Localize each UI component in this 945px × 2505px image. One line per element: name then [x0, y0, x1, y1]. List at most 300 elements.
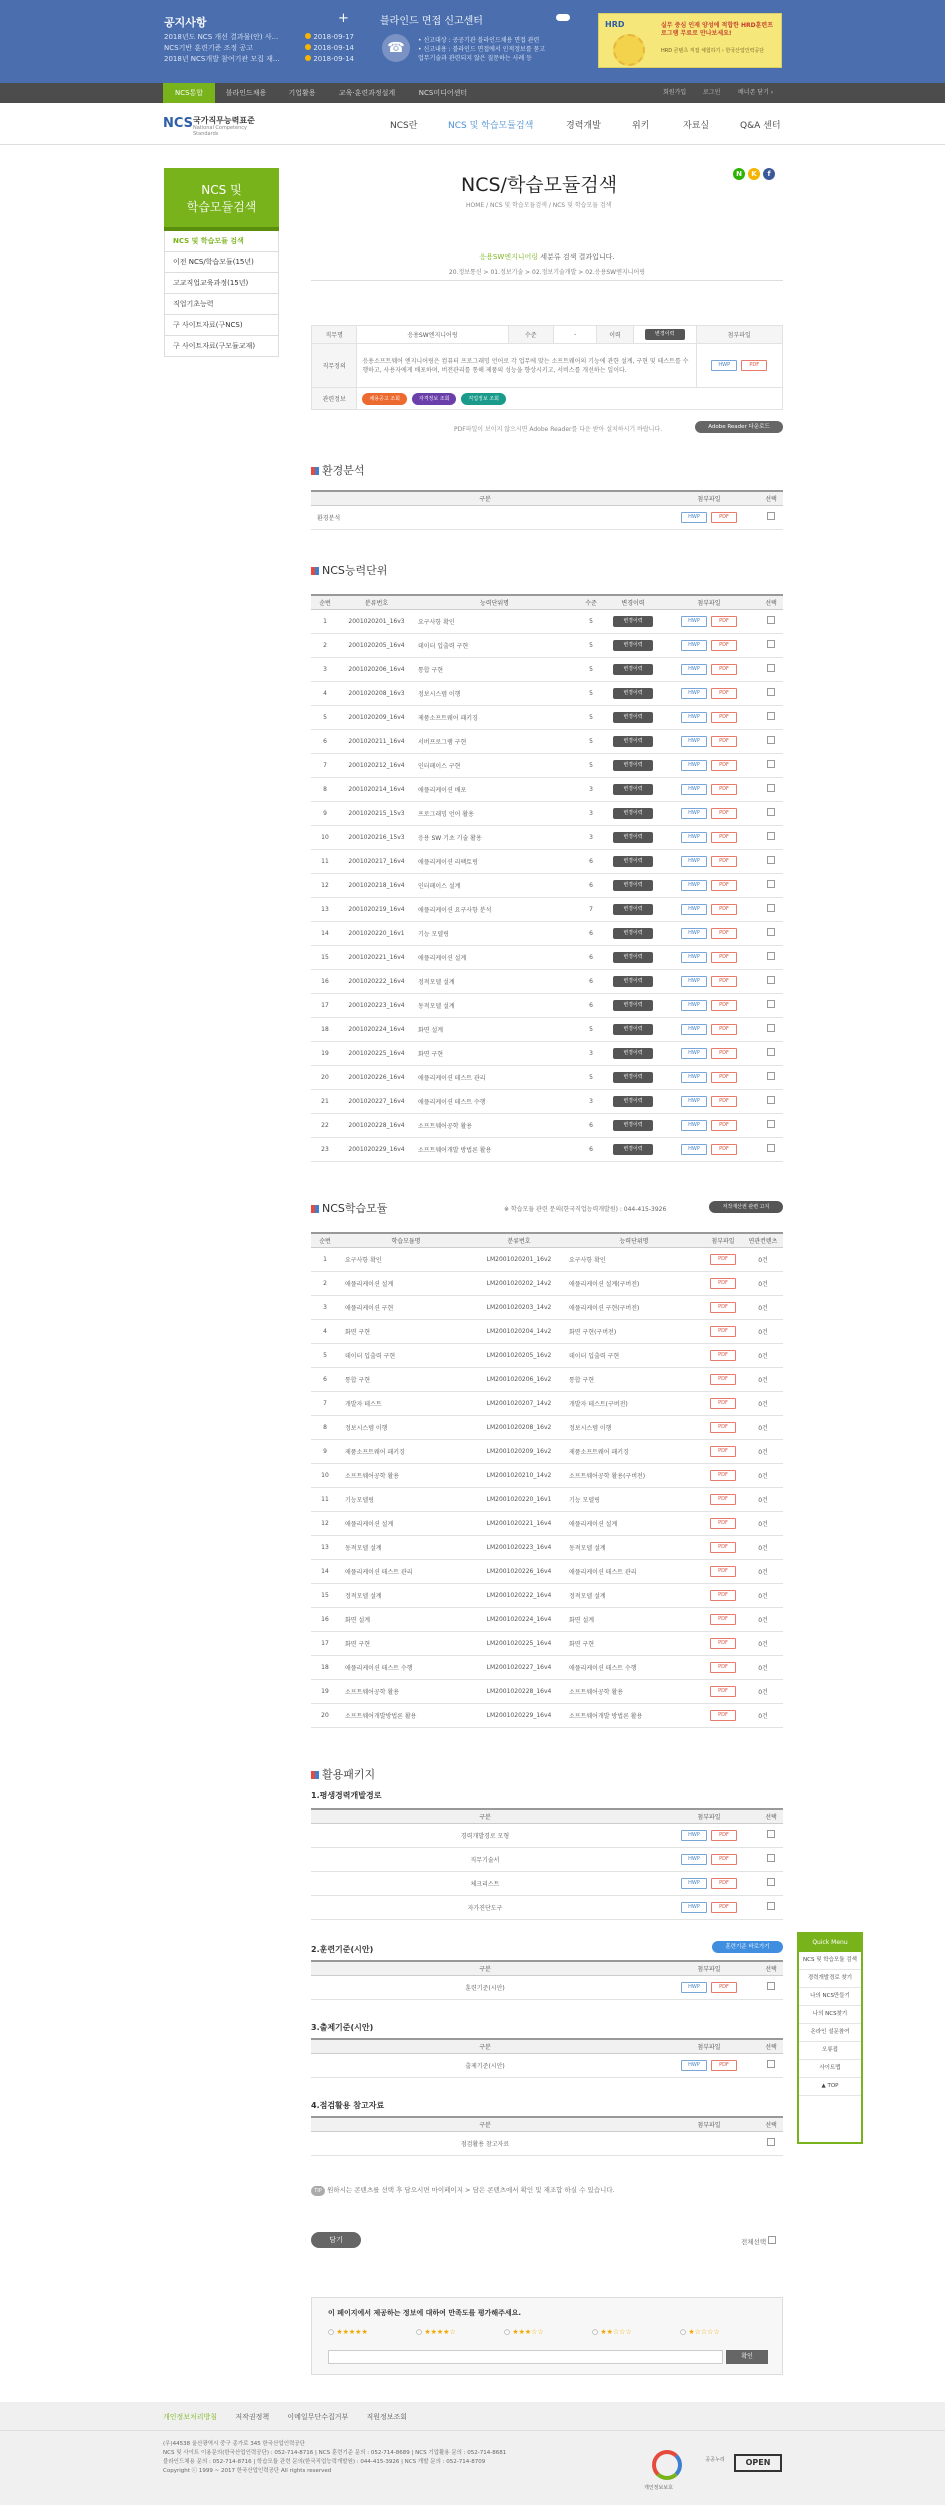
- unit-no: 12: [311, 873, 339, 897]
- pdf-button[interactable]: PDF: [710, 1374, 736, 1385]
- select-checkbox[interactable]: [767, 688, 775, 696]
- footer-link-copyright[interactable]: 저작권정책: [235, 2413, 270, 2421]
- module-related[interactable]: 0건: [743, 1679, 783, 1703]
- module-related[interactable]: 0건: [743, 1535, 783, 1559]
- radio-icon[interactable]: ○: [504, 2328, 513, 2336]
- modules-section-title: [311, 1200, 387, 1216]
- notice-item[interactable]: [164, 54, 354, 65]
- file-cell: [659, 969, 759, 993]
- select-checkbox[interactable]: [767, 2060, 775, 2068]
- unit-name[interactable]: 인터페이스 구현: [414, 753, 575, 777]
- unit-name[interactable]: 응용 SW 기초 기술 활용: [414, 825, 575, 849]
- hwp-button[interactable]: HWP: [681, 1830, 707, 1841]
- nav-qna[interactable]: Q&A 센터: [740, 121, 781, 131]
- hwp-button[interactable]: HWP: [681, 1982, 707, 1993]
- unit-level: 6: [575, 1137, 607, 1161]
- hwp-button[interactable]: HWP: [681, 1120, 707, 1131]
- unit-code: 2001020228_16v4: [339, 1113, 414, 1137]
- job-info-button[interactable]: 직업정보 조회: [461, 393, 506, 405]
- hwp-button[interactable]: HWP: [681, 880, 707, 891]
- history-button[interactable]: 변경이력: [613, 856, 653, 867]
- hwp-button[interactable]: HWP: [681, 856, 707, 867]
- module-name[interactable]: 애플리케이션 설계: [339, 1511, 473, 1535]
- select-checkbox[interactable]: [767, 1000, 775, 1008]
- pdf-button[interactable]: PDF: [711, 1878, 737, 1889]
- quick-menu-item[interactable]: 오류접: [799, 2042, 861, 2060]
- survey-comment-input[interactable]: [328, 2350, 723, 2364]
- quick-menu-item[interactable]: NCS 및 학습모듈 검색: [799, 1952, 861, 1970]
- hwp-button[interactable]: HWP: [681, 712, 707, 723]
- hwp-button[interactable]: HWP: [681, 1878, 707, 1889]
- pdf-button[interactable]: PDF: [711, 1144, 737, 1155]
- module-name[interactable]: 소프트웨어개발방법론 활용: [339, 1703, 473, 1727]
- modules-contact: ※ 학습모듈 관련 문의(한국직업능력개발원) : 044-415-3926: [504, 1206, 667, 1213]
- history-button[interactable]: 변경이력: [613, 880, 653, 891]
- module-unit-name: 통합 구현: [565, 1367, 703, 1391]
- survey-option[interactable]: [592, 2328, 680, 2336]
- pdf-button[interactable]: PDF: [711, 976, 737, 987]
- pdf-button[interactable]: PDF: [711, 688, 737, 699]
- unit-name[interactable]: 요구사항 확인: [414, 609, 575, 633]
- radio-icon[interactable]: ○: [592, 2328, 601, 2336]
- pdf-button[interactable]: PDF: [711, 664, 737, 675]
- pdf-button[interactable]: PDF: [711, 1902, 737, 1913]
- module-related[interactable]: 0건: [743, 1247, 783, 1271]
- footer-link-staff[interactable]: 직원정보조회: [366, 2413, 408, 2421]
- module-name[interactable]: 화면 구현: [339, 1319, 473, 1343]
- hwp-button[interactable]: HWP: [681, 1902, 707, 1913]
- unit-name[interactable]: 애플리케이션 요구사항 분석: [414, 897, 575, 921]
- pdf-button[interactable]: PDF: [710, 1350, 736, 1361]
- select-checkbox[interactable]: [767, 640, 775, 648]
- pdf-button[interactable]: PDF: [710, 1614, 736, 1625]
- unit-name[interactable]: 정적모델 설계: [414, 969, 575, 993]
- select-checkbox[interactable]: [767, 712, 775, 720]
- table-row: [311, 1895, 783, 1919]
- hwp-button[interactable]: HWP: [681, 616, 707, 627]
- naver-share-icon[interactable]: N: [733, 168, 745, 180]
- site-logo[interactable]: [163, 113, 273, 135]
- put-button[interactable]: 담기: [311, 2232, 361, 2248]
- nav-career[interactable]: 경력개발: [566, 121, 601, 131]
- hwp-button[interactable]: HWP: [681, 1024, 707, 1035]
- star-rating: ★★★★☆: [424, 2328, 456, 2336]
- pdf-button[interactable]: PDF: [711, 1000, 737, 1011]
- job-info-table: [311, 325, 783, 410]
- banner-close-link[interactable]: 배너존 닫기 ›: [738, 89, 774, 96]
- pdf-button[interactable]: PDF: [711, 808, 737, 819]
- quick-menu-item[interactable]: 나의 NCS찾기: [799, 2006, 861, 2024]
- hwp-button[interactable]: HWP: [681, 1072, 707, 1083]
- module-related[interactable]: 0건: [743, 1583, 783, 1607]
- hwp-button[interactable]: HWP: [681, 976, 707, 987]
- left-sidebar: [164, 168, 279, 357]
- gnb-tab-company[interactable]: 기업활용: [288, 89, 316, 97]
- select-checkbox[interactable]: [767, 1830, 775, 1838]
- select-checkbox[interactable]: [767, 1072, 775, 1080]
- star-rating: ★★★☆☆: [512, 2328, 544, 2336]
- pdf-button[interactable]: PDF: [710, 1638, 736, 1649]
- module-related[interactable]: 0건: [743, 1559, 783, 1583]
- pdf-button[interactable]: PDF: [741, 360, 767, 371]
- file-cell: [703, 1535, 743, 1559]
- history-button[interactable]: 변경이력: [613, 1024, 653, 1035]
- history-button[interactable]: 변경이력: [613, 808, 653, 819]
- history-button[interactable]: 변경이력: [613, 664, 653, 675]
- nav-ncs-search[interactable]: NCS 및 학습모듈검색: [448, 121, 534, 131]
- select-checkbox[interactable]: [767, 904, 775, 912]
- nav-library[interactable]: 자료실: [683, 121, 710, 131]
- select-checkbox[interactable]: [767, 1902, 775, 1910]
- unit-name[interactable]: 소프트웨어개발 방법론 활용: [414, 1137, 575, 1161]
- gnb-tab-training[interactable]: 교육·훈련과정설계: [338, 89, 396, 97]
- module-related[interactable]: 0건: [743, 1391, 783, 1415]
- signup-link[interactable]: 회원가입: [663, 89, 687, 96]
- copyright-notice-button[interactable]: 저작재산권 관련 고지: [709, 1201, 783, 1213]
- unit-name[interactable]: 애플리케이션 리팩토링: [414, 849, 575, 873]
- select-checkbox[interactable]: [767, 1096, 775, 1104]
- pdf-button[interactable]: PDF: [711, 784, 737, 795]
- result-keyword: 응용SW엔지니어링: [479, 253, 539, 261]
- facebook-share-icon[interactable]: f: [763, 168, 775, 180]
- gnb-tab-media[interactable]: NCS미디어센터: [418, 89, 468, 97]
- module-name[interactable]: 애플리케이션 구현: [339, 1295, 473, 1319]
- pdf-button[interactable]: PDF: [711, 1854, 737, 1865]
- select-checkbox[interactable]: [767, 760, 775, 768]
- radio-icon[interactable]: ○: [328, 2328, 337, 2336]
- sidebar-item[interactable]: NCS 및 학습모듈 검색: [164, 231, 279, 252]
- select-all-checkbox[interactable]: [768, 2236, 776, 2244]
- history-button[interactable]: 변경이력: [613, 1144, 653, 1155]
- module-related[interactable]: 0건: [743, 1295, 783, 1319]
- select-checkbox[interactable]: [767, 928, 775, 936]
- pdf-button[interactable]: PDF: [711, 928, 737, 939]
- history-button[interactable]: 변경이력: [613, 736, 653, 747]
- hrd-banner[interactable]: [598, 13, 782, 68]
- history-button[interactable]: 변경이력: [613, 1048, 653, 1059]
- pdf-button[interactable]: PDF: [711, 1096, 737, 1107]
- module-name[interactable]: 애플리케이션 테스트 관리: [339, 1559, 473, 1583]
- module-name[interactable]: 요구사항 확인: [339, 1247, 473, 1271]
- select-checkbox[interactable]: [767, 512, 775, 520]
- survey-option[interactable]: [504, 2328, 592, 2336]
- pdf-button[interactable]: PDF: [711, 616, 737, 627]
- module-name[interactable]: 화면 구현: [339, 1631, 473, 1655]
- hwp-button[interactable]: HWP: [681, 640, 707, 651]
- module-related[interactable]: 0건: [743, 1343, 783, 1367]
- select-checkbox[interactable]: [767, 784, 775, 792]
- module-name[interactable]: 소프트웨어공학 활용: [339, 1679, 473, 1703]
- hwp-button[interactable]: HWP: [681, 1144, 707, 1155]
- history-button[interactable]: 변경이력: [613, 928, 653, 939]
- history-button[interactable]: 변경이력: [613, 904, 653, 915]
- select-checkbox[interactable]: [767, 1024, 775, 1032]
- select-checkbox[interactable]: [767, 832, 775, 840]
- pdf-button[interactable]: PDF: [711, 2060, 737, 2071]
- pdf-button[interactable]: PDF: [710, 1326, 736, 1337]
- module-name[interactable]: 애플리케이션 테스트 수행: [339, 1655, 473, 1679]
- unit-name[interactable]: 프로그래밍 언어 활용: [414, 801, 575, 825]
- pdf-button[interactable]: PDF: [711, 1024, 737, 1035]
- job-posting-button[interactable]: 채용공고 조회: [362, 393, 407, 405]
- blind-lines: [418, 36, 568, 63]
- pdf-button[interactable]: PDF: [711, 1048, 737, 1059]
- gnb-tab-blind[interactable]: 블라인드채용: [225, 89, 267, 97]
- history-button[interactable]: 변경이력: [613, 640, 653, 651]
- unit-name[interactable]: 기능 모델링: [414, 921, 575, 945]
- unit-name[interactable]: 인터페이스 설계: [414, 873, 575, 897]
- hwp-button[interactable]: HWP: [681, 2060, 707, 2071]
- hwp-button[interactable]: HWP: [681, 1000, 707, 1011]
- pdf-button[interactable]: PDF: [710, 1566, 736, 1577]
- history-button[interactable]: 변경이력: [613, 976, 653, 987]
- blind-toggle[interactable]: [556, 14, 570, 21]
- hwp-button[interactable]: HWP: [681, 760, 707, 771]
- hwp-button[interactable]: HWP: [681, 664, 707, 675]
- history-button[interactable]: 변경이력: [645, 329, 685, 340]
- unit-name[interactable]: 데이터 입출력 구현: [414, 633, 575, 657]
- module-name[interactable]: 정적모델 설계: [339, 1583, 473, 1607]
- module-related[interactable]: 0건: [743, 1439, 783, 1463]
- select-checkbox[interactable]: [767, 880, 775, 888]
- unit-name[interactable]: 소프트웨어공학 활용: [414, 1113, 575, 1137]
- module-name[interactable]: 동적모델 설계: [339, 1535, 473, 1559]
- unit-name[interactable]: 동적모델 설계: [414, 993, 575, 1017]
- pdf-button[interactable]: PDF: [711, 1982, 737, 1993]
- radio-icon[interactable]: ○: [416, 2328, 425, 2336]
- module-related[interactable]: 0건: [743, 1463, 783, 1487]
- reader-download-button[interactable]: Adobe Reader 다운로드: [695, 421, 783, 433]
- pdf-button[interactable]: PDF: [710, 1398, 736, 1409]
- gnb-tab-ncs[interactable]: NCS통합: [163, 83, 215, 103]
- notice-item[interactable]: [164, 32, 354, 43]
- select-cell: [759, 1065, 783, 1089]
- pdf-button[interactable]: PDF: [710, 1302, 736, 1313]
- pdf-button[interactable]: PDF: [711, 952, 737, 963]
- col-level: 수준: [575, 595, 607, 609]
- hwp-button[interactable]: HWP: [681, 1096, 707, 1107]
- module-name[interactable]: 제품소프트웨어 패키징: [339, 1439, 473, 1463]
- pdf-button[interactable]: PDF: [710, 1710, 736, 1721]
- module-related[interactable]: 0건: [743, 1703, 783, 1727]
- history-cell: [607, 1113, 659, 1137]
- pdf-button[interactable]: PDF: [711, 512, 737, 523]
- pdf-button[interactable]: PDF: [711, 1120, 737, 1131]
- history-button[interactable]: 변경이력: [613, 616, 653, 627]
- module-related[interactable]: 0건: [743, 1367, 783, 1391]
- select-checkbox[interactable]: [767, 1878, 775, 1886]
- hwp-button[interactable]: HWP: [681, 1048, 707, 1059]
- survey-submit-button[interactable]: 확인: [726, 2350, 768, 2364]
- select-checkbox[interactable]: [767, 2138, 775, 2146]
- select-checkbox[interactable]: [767, 976, 775, 984]
- hwp-button[interactable]: HWP: [681, 784, 707, 795]
- nav-ncs-intro[interactable]: NCS란: [390, 121, 418, 131]
- history-button[interactable]: 변경이력: [613, 1000, 653, 1011]
- pdf-button[interactable]: PDF: [710, 1470, 736, 1481]
- pdf-button[interactable]: PDF: [710, 1686, 736, 1697]
- survey-option[interactable]: [328, 2328, 416, 2336]
- history-button[interactable]: 변경이력: [613, 712, 653, 723]
- select-checkbox[interactable]: [767, 1144, 775, 1152]
- module-name[interactable]: 통합 구현: [339, 1367, 473, 1391]
- module-name[interactable]: 소프트웨어공학 활용: [339, 1463, 473, 1487]
- col-file: 첨부파일: [703, 1233, 743, 1247]
- history-cell: [607, 729, 659, 753]
- module-related[interactable]: 0건: [743, 1487, 783, 1511]
- unit-name[interactable]: 화면 설계: [414, 1017, 575, 1041]
- pdf-button[interactable]: PDF: [710, 1494, 736, 1505]
- unit-name[interactable]: 애플리케이션 테스트 관리: [414, 1065, 575, 1089]
- quick-menu-item[interactable]: 사이트맵: [799, 2060, 861, 2078]
- module-related[interactable]: 0건: [743, 1415, 783, 1439]
- select-checkbox[interactable]: [767, 808, 775, 816]
- package-sub3: 3.출제기준(시안): [311, 2023, 374, 2032]
- login-link[interactable]: 로그인: [703, 89, 721, 96]
- hwp-button[interactable]: HWP: [681, 928, 707, 939]
- pdf-button[interactable]: PDF: [710, 1422, 736, 1433]
- table-row: [311, 633, 783, 657]
- history-cell: [607, 801, 659, 825]
- footer-link-privacy[interactable]: 개인정보처리방침: [163, 2413, 218, 2421]
- pdf-button[interactable]: PDF: [710, 1254, 736, 1265]
- pdf-button[interactable]: PDF: [711, 1830, 737, 1841]
- module-related[interactable]: 0건: [743, 1511, 783, 1535]
- footer-link-email[interactable]: 이메일무단수집거부: [287, 2413, 349, 2421]
- select-cell: [759, 609, 783, 633]
- hwp-button[interactable]: HWP: [681, 832, 707, 843]
- unit-name[interactable]: 애플리케이션 설계: [414, 945, 575, 969]
- pdf-button[interactable]: PDF: [710, 1278, 736, 1289]
- sidebar-item[interactable]: 구 사이트자료(구NCS): [164, 315, 279, 336]
- label-related: 관련정보: [312, 388, 357, 410]
- hwp-button[interactable]: HWP: [681, 904, 707, 915]
- unit-name[interactable]: 화면 구현: [414, 1041, 575, 1065]
- hwp-button[interactable]: HWP: [681, 808, 707, 819]
- unit-no: 11: [311, 849, 339, 873]
- sidebar-item[interactable]: 직업기초능력: [164, 294, 279, 315]
- unit-name[interactable]: 애플리케이션 배포: [414, 777, 575, 801]
- survey-option[interactable]: [416, 2328, 504, 2336]
- history-button[interactable]: 변경이력: [613, 1096, 653, 1107]
- select-checkbox[interactable]: [767, 952, 775, 960]
- quick-menu-item[interactable]: ▲ TOP: [799, 2078, 861, 2096]
- sidebar-item[interactable]: 이전 NCS/학습모듈(15년): [164, 252, 279, 273]
- pdf-button[interactable]: PDF: [711, 760, 737, 771]
- module-no: 3: [311, 1295, 339, 1319]
- select-checkbox[interactable]: [767, 1048, 775, 1056]
- nav-wiki[interactable]: 위키: [632, 121, 650, 131]
- select-checkbox[interactable]: [767, 856, 775, 864]
- module-name[interactable]: 데이터 입출력 구현: [339, 1343, 473, 1367]
- module-related[interactable]: 0건: [743, 1319, 783, 1343]
- module-related[interactable]: 0건: [743, 1655, 783, 1679]
- kakao-share-icon[interactable]: K: [748, 168, 760, 180]
- history-button[interactable]: 변경이력: [613, 1072, 653, 1083]
- training-standard-button[interactable]: 훈련기준 바로가기: [712, 1941, 783, 1953]
- history-button[interactable]: 변경이력: [613, 688, 653, 699]
- pdf-button[interactable]: PDF: [710, 1590, 736, 1601]
- pdf-button[interactable]: PDF: [710, 1662, 736, 1673]
- hwp-button[interactable]: HWP: [681, 512, 707, 523]
- module-related[interactable]: 0건: [743, 1271, 783, 1295]
- history-button[interactable]: 변경이력: [613, 832, 653, 843]
- unit-name[interactable]: 제품소프트웨어 패키징: [414, 705, 575, 729]
- module-name[interactable]: 정보시스템 이행: [339, 1415, 473, 1439]
- env-section-title: [311, 462, 365, 478]
- module-name[interactable]: 화면 설계: [339, 1607, 473, 1631]
- module-name[interactable]: 개발자 테스트: [339, 1391, 473, 1415]
- notice-more-button[interactable]: +: [338, 11, 349, 26]
- pdf-button[interactable]: PDF: [710, 1446, 736, 1457]
- unit-level: 5: [575, 609, 607, 633]
- unit-name[interactable]: 통합 구현: [414, 657, 575, 681]
- history-button[interactable]: 변경이력: [613, 1120, 653, 1131]
- module-related[interactable]: 0건: [743, 1631, 783, 1655]
- sidebar-item[interactable]: 고교직업교육과정(15년): [164, 273, 279, 294]
- pdf-button[interactable]: PDF: [711, 832, 737, 843]
- select-checkbox[interactable]: [767, 1854, 775, 1862]
- pdf-button[interactable]: PDF: [711, 712, 737, 723]
- quick-menu-item[interactable]: 온라인 설문참여: [799, 2024, 861, 2042]
- pdf-button[interactable]: PDF: [711, 736, 737, 747]
- pdf-button[interactable]: PDF: [710, 1542, 736, 1553]
- pdf-button[interactable]: PDF: [710, 1518, 736, 1529]
- pdf-button[interactable]: PDF: [711, 640, 737, 651]
- license-info-button[interactable]: 자격정보 조회: [412, 393, 457, 405]
- hwp-button[interactable]: HWP: [681, 1854, 707, 1865]
- package-title-text: 활용패키지: [322, 1768, 376, 1781]
- select-checkbox[interactable]: [767, 1982, 775, 1990]
- select-cell: [759, 705, 783, 729]
- history-button[interactable]: 변경이력: [613, 784, 653, 795]
- module-related[interactable]: 0건: [743, 1607, 783, 1631]
- unit-name[interactable]: 정보시스템 이행: [414, 681, 575, 705]
- notice-item-right: [303, 32, 354, 43]
- pdf-button[interactable]: PDF: [711, 880, 737, 891]
- module-name[interactable]: 애플리케이션 설계: [339, 1271, 473, 1295]
- select-checkbox[interactable]: [767, 616, 775, 624]
- unit-name[interactable]: 애플리케이션 테스트 수행: [414, 1089, 575, 1113]
- select-cell: [759, 753, 783, 777]
- quick-menu-item[interactable]: 나의 NCS만들기: [799, 1988, 861, 2006]
- notice-item-text: 2018년 NCS개발 참여기관 모집 재...: [164, 55, 280, 63]
- select-checkbox[interactable]: [767, 664, 775, 672]
- radio-icon[interactable]: ○: [680, 2328, 689, 2336]
- sidebar-item[interactable]: 구 사이트자료(구모듈교재): [164, 336, 279, 357]
- survey-option[interactable]: [680, 2328, 768, 2336]
- file-cell: [659, 657, 759, 681]
- history-cell: [607, 681, 659, 705]
- pdf-button[interactable]: PDF: [711, 904, 737, 915]
- hwp-button[interactable]: HWP: [681, 736, 707, 747]
- pdf-button[interactable]: PDF: [711, 856, 737, 867]
- select-checkbox[interactable]: [767, 1120, 775, 1128]
- hwp-button[interactable]: HWP: [711, 360, 737, 371]
- hwp-button[interactable]: HWP: [681, 952, 707, 963]
- file-cell: [703, 1607, 743, 1631]
- quick-menu-item[interactable]: 경력개발경로 찾기: [799, 1970, 861, 1988]
- history-button[interactable]: 변경이력: [613, 952, 653, 963]
- unit-name[interactable]: 서버프로그램 구현: [414, 729, 575, 753]
- notice-item[interactable]: [164, 43, 354, 54]
- select-all[interactable]: [741, 2236, 776, 2246]
- hwp-button[interactable]: HWP: [681, 688, 707, 699]
- select-checkbox[interactable]: [767, 736, 775, 744]
- module-name[interactable]: 기능모델링: [339, 1487, 473, 1511]
- history-button[interactable]: 변경이력: [613, 760, 653, 771]
- pdf-button[interactable]: PDF: [711, 1072, 737, 1083]
